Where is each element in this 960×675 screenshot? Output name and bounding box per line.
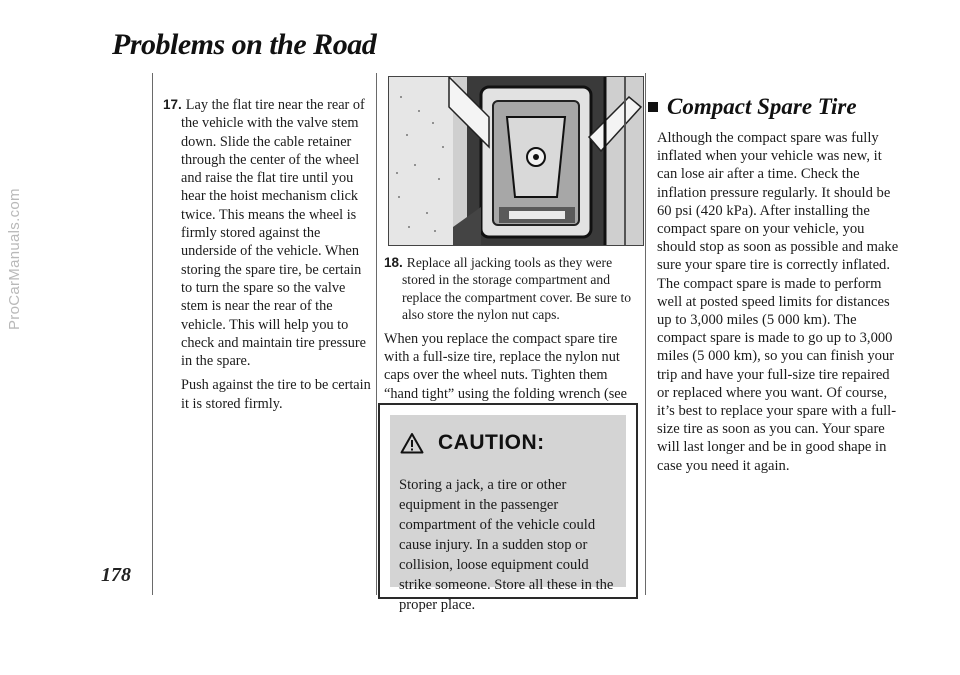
storage-compartment-illustration <box>389 77 643 245</box>
caution-title: CAUTION: <box>438 431 545 454</box>
step-number: 18. <box>384 255 403 270</box>
section-title: Compact Spare Tire <box>667 94 857 119</box>
column-rule-right <box>645 73 646 595</box>
watermark: ProCarManuals.com <box>6 188 23 330</box>
step-17 <box>163 96 371 370</box>
step-18 <box>384 254 638 324</box>
body-paragraph: Push against the tire to be certain it is stored firmly. <box>181 377 371 412</box>
section-heading <box>648 94 857 120</box>
page-number: 178 <box>101 564 131 586</box>
jacking-tools-figure <box>388 76 644 246</box>
left-column <box>163 96 371 419</box>
square-bullet-icon <box>648 102 658 112</box>
column-rule-left <box>152 73 153 595</box>
step-text: Replace all jacking tools as they were stored in the storage compartment and replace the compartment cover. Be sure to also store the nylon nut caps. <box>402 255 632 323</box>
warning-triangle-icon <box>400 432 424 454</box>
step-text: Lay the flat tire near the rear of the vehicle with the valve stem down. Slide the cable retainer through the center of the wheel and raise the flat tire until you hear the hoist mechanism click twice. This means the wheel is firmly stored against the underside of the vehicle. When storing the spare tire, be certain to turn the spare so the valve stem is near the rear of the vehicle. This will help you to check and maintain tire pressure in the spare. <box>181 97 366 370</box>
middle-column <box>384 254 638 427</box>
body-paragraph: When you replace the compact spare tire with a full-size tire, replace the nylon nut caps over the wheel nuts. Tighten them “hand tight” using the folding wrench (see <box>384 330 627 402</box>
step-number: 17. <box>163 97 182 112</box>
column-rule-middle <box>376 73 377 595</box>
right-column <box>657 129 905 481</box>
body-paragraph: Although the compact spare was fully inflated when your vehicle was new, it can lose air after a time. Check the inflation pressure regularly. It should be 60 psi (420 kPa). After installing the compact spare on your vehicle, you should stop as soon as possible and make sure your spare tire is correctly inflated. The compact spare is made to perform well at posted speed limits for distances up to 3,000 miles (5 000 km). The compact spare is made to go up to 3,000 miles (5 000 km), so you can finish your trip and have your full-size tire repaired or replaced where you want. Of course, it’s best to replace your spare with a full-size tire as soon as you can. Your spare will last longer and be in good shape in case you need it again. <box>657 130 899 474</box>
page-title: Problems on the Road <box>112 28 377 61</box>
caution-panel <box>390 415 626 613</box>
caution-text: Storing a jack, a tire or other equipment in the passenger compartment of the vehicle could cause injury. In a sudden stop or collision, loose equipment could strike someone. Store all these in the proper place. <box>399 477 614 613</box>
caution-header <box>400 431 545 455</box>
caution-box <box>378 403 638 613</box>
